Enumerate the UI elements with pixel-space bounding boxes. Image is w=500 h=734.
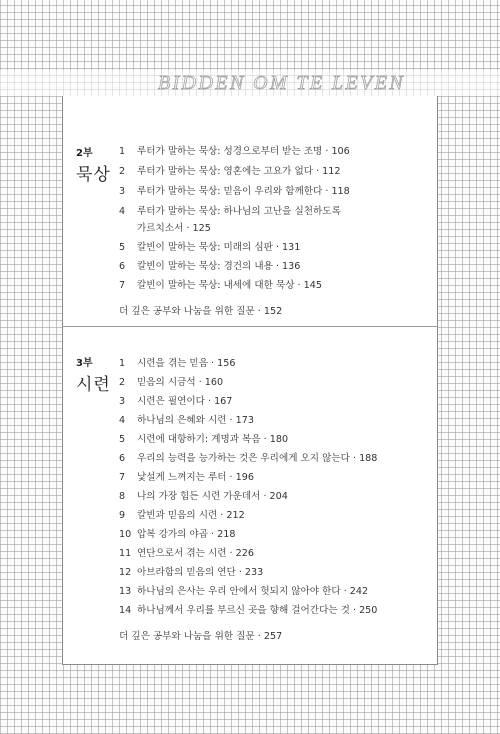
entry-title: 루터가 말하는 묵상: 영혼에는 고요가 없다 · 112 [137, 166, 341, 177]
entry-title: 칼빈이 말하는 묵상: 미래의 심판 · 131 [137, 242, 301, 253]
entry-number: 12 [119, 567, 132, 578]
entry-number: 1 [119, 358, 126, 369]
entry-number: 13 [119, 586, 132, 597]
entry-number: 2 [119, 377, 126, 388]
entry-number: 14 [119, 605, 132, 616]
entry-number: 10 [119, 529, 132, 540]
entry-number: 3 [119, 396, 126, 407]
entry-title: 시련을 겪는 믿음 · 156 [137, 358, 236, 369]
part-title: 묵상 [76, 165, 111, 185]
entry-title: 낯설게 느껴지는 루터 · 196 [137, 472, 254, 483]
part-title: 시련 [76, 375, 111, 395]
entry-number: 8 [119, 491, 126, 502]
entry-number: 9 [119, 510, 126, 521]
entry-title: 루터가 말하는 묵상: 하나님의 고난을 실천하도록 [137, 206, 341, 217]
entry-number: 7 [119, 280, 126, 291]
entry-number: 11 [119, 548, 132, 559]
entry-title: 가르치소서 · 125 [137, 223, 211, 234]
entry-title: 칼빈이 말하는 묵상: 경건의 내용 · 136 [137, 261, 301, 272]
entry-title: 시련은 필연이다 · 167 [137, 396, 233, 407]
entry-title: 루터가 말하는 묵상: 성경으로부터 받는 조명 · 106 [137, 146, 350, 157]
entry-number: 5 [119, 434, 126, 445]
entry-number: 7 [119, 472, 126, 483]
study-questions-link[interactable]: 더 깊은 공부와 나눔을 위한 질문 · 152 [119, 306, 283, 317]
contents-panel [62, 96, 438, 665]
entry-number: 6 [119, 261, 126, 272]
entry-number: 2 [119, 166, 126, 177]
entry-number: 1 [119, 146, 126, 157]
entry-title: 칼빈이 말하는 묵상: 내세에 대한 묵상 · 145 [137, 280, 322, 291]
part-heading-3 [76, 358, 111, 395]
entry-title: 아브라함의 믿음의 연단 · 233 [137, 567, 264, 578]
part-number: 3부 [76, 358, 93, 369]
part-heading-2 [76, 148, 111, 185]
entry-title: 우리의 능력을 능가하는 것은 우리에게 오지 않는다 · 188 [137, 453, 378, 464]
section-divider [62, 326, 438, 327]
entry-number: 6 [119, 453, 126, 464]
study-questions-link[interactable]: 더 깊은 공부와 나눔을 위한 질문 · 257 [119, 631, 283, 642]
entry-title: 연단으로서 겪는 시련 · 226 [137, 548, 254, 559]
entry-title: 하나님께서 우리를 부르신 곳을 향해 걸어간다는 것 · 250 [137, 605, 378, 616]
entry-number: 4 [119, 415, 126, 426]
entry-title: 하나님의 은사는 우리 안에서 헛되지 않아야 한다 · 242 [137, 586, 369, 597]
entry-title: 루터가 말하는 묵상: 믿음이 우리와 함께한다 · 118 [137, 186, 350, 197]
entry-title: 압복 강가의 야곱 · 218 [137, 529, 236, 540]
entry-title: 믿음의 시금석 · 160 [137, 377, 224, 388]
entry-number: 5 [119, 242, 126, 253]
entry-title: 시련에 대항하기: 계명과 복음 · 180 [137, 434, 289, 445]
entry-title: 칼빈과 믿음의 시련 · 212 [137, 510, 245, 521]
entry-number: 3 [119, 186, 126, 197]
entry-title: 하나님의 은혜와 시련 · 173 [137, 415, 254, 426]
entry-number: 4 [119, 206, 126, 217]
running-header-title: BIDDEN OM TE LEVEN [158, 72, 406, 94]
part-number: 2부 [76, 148, 93, 159]
entry-title: 나의 가장 힘든 시련 가운데서 · 204 [137, 491, 288, 502]
